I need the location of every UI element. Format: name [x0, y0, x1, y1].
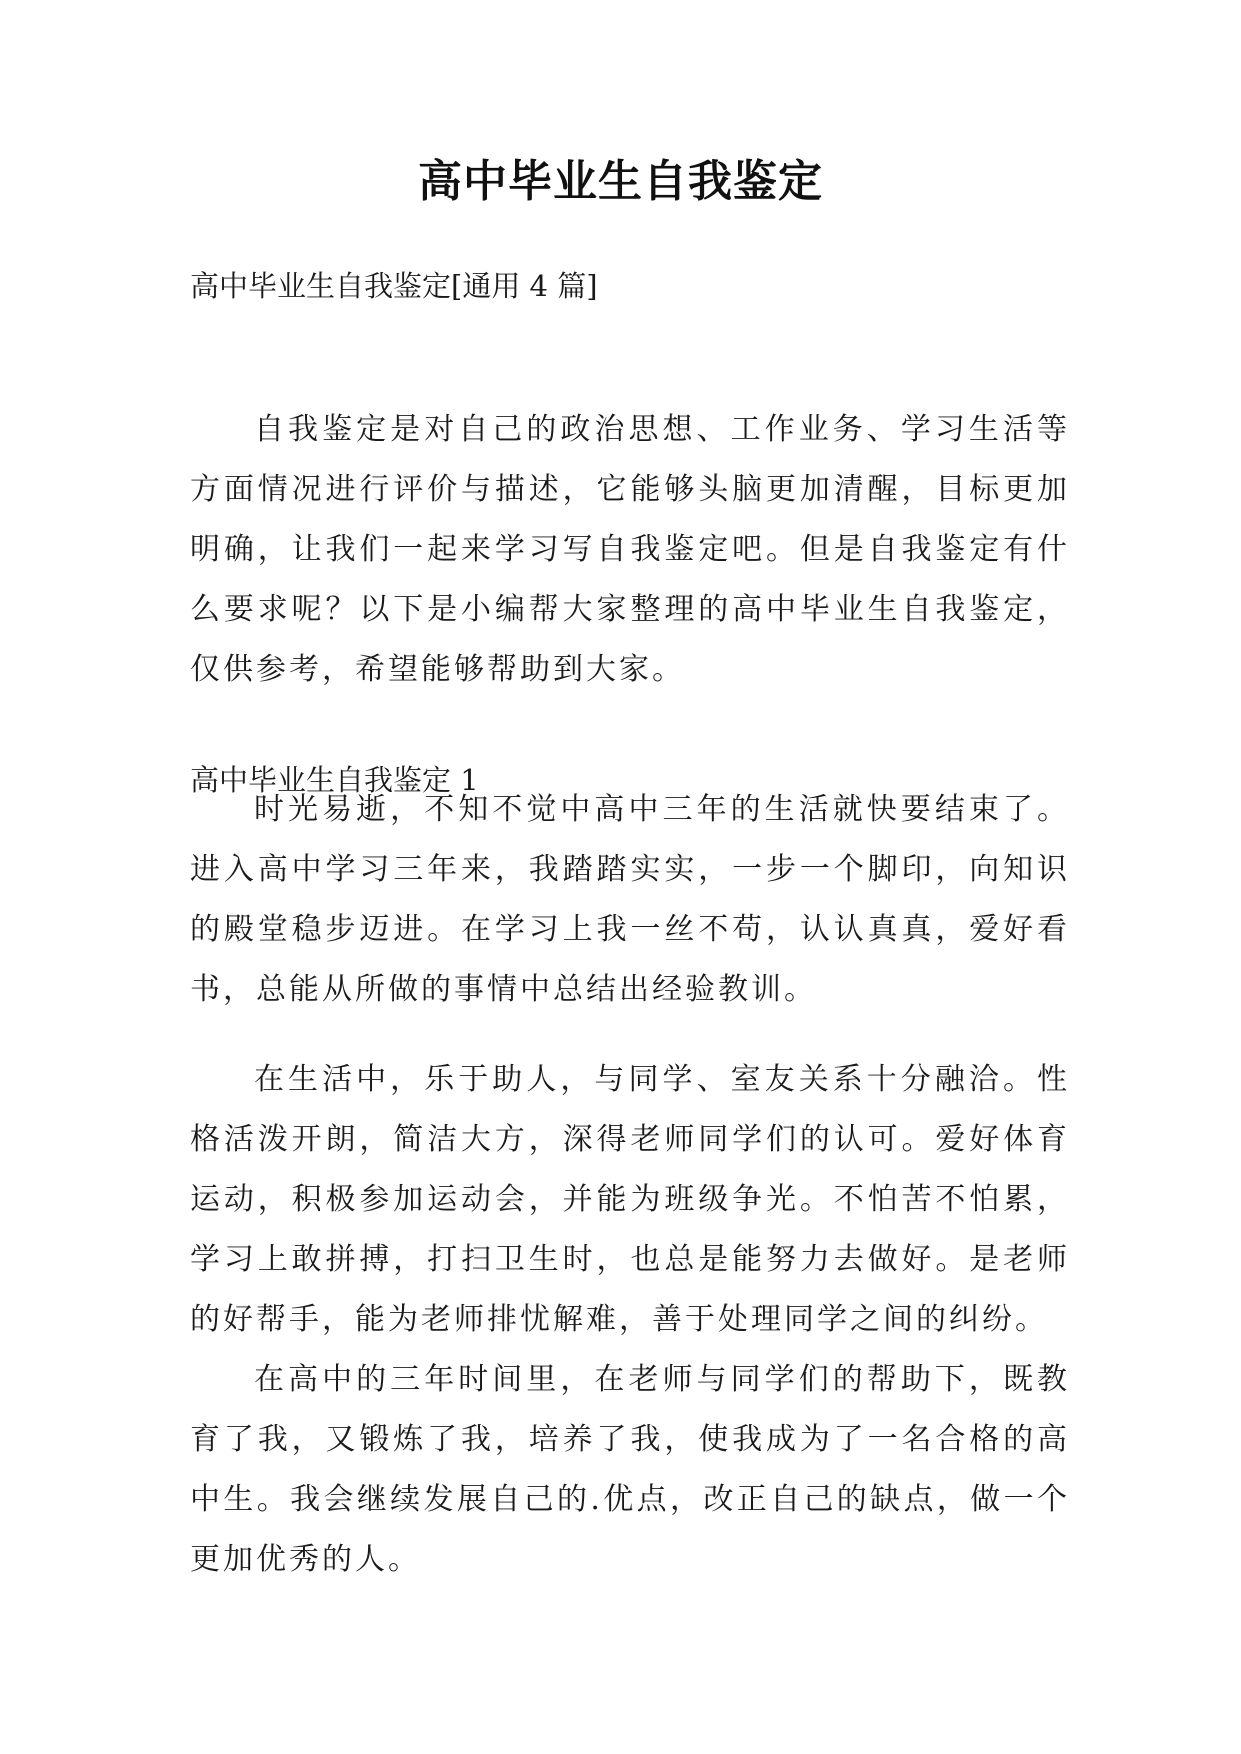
section-paragraph: 在生活中，乐于助人，与同学、室友关系十分融洽。性格活泼开朗，简洁大方，深得老师同学们的认可。爱好体育运动，积极参加运动会，并能为班级争光。不怕苦不怕累，学习上敢拼搏，打扫卫生时，也总是能努力去做好。是老师的好帮手，能为老师排忧解难，善于处理同学之间的纠纷。: [190, 1062, 1070, 1337]
section-paragraph: 在高中的三年时间里，在老师与同学们的帮助下，既教育了我，又锻炼了我，培养了我，使我成为了一名合格的高中生。我会继续发展自己的.优点，改正自己的缺点，做一个更加优秀的人。: [190, 1362, 1070, 1577]
section-paragraph: 时光易逝，不知不觉中高中三年的生活就快要结束了。进入高中学习三年来，我踏踏实实，一步一个脚印，向知识的殿堂稳步迈进。在学习上我一丝不苟，认认真真，爱好看书，总能从所做的事情中总结出经验教训。: [190, 792, 1070, 1007]
section-heading: 高中毕业生自我鉴定 1: [190, 763, 479, 797]
intro-paragraph: 自我鉴定是对自己的政治思想、工作业务、学习生活等方面情况进行评价与描述，它能够头脑更加清醒，目标更加明确，让我们一起来学习写自我鉴定吧。但是自我鉴定有什么要求呢？以下是小编帮大家整理的高中毕业生自我鉴定，仅供参考，希望能够帮助到大家。: [190, 412, 1070, 687]
document-subtitle: 高中毕业生自我鉴定[通用 4 篇]: [190, 269, 598, 303]
document-title: 高中毕业生自我鉴定: [418, 156, 823, 207]
